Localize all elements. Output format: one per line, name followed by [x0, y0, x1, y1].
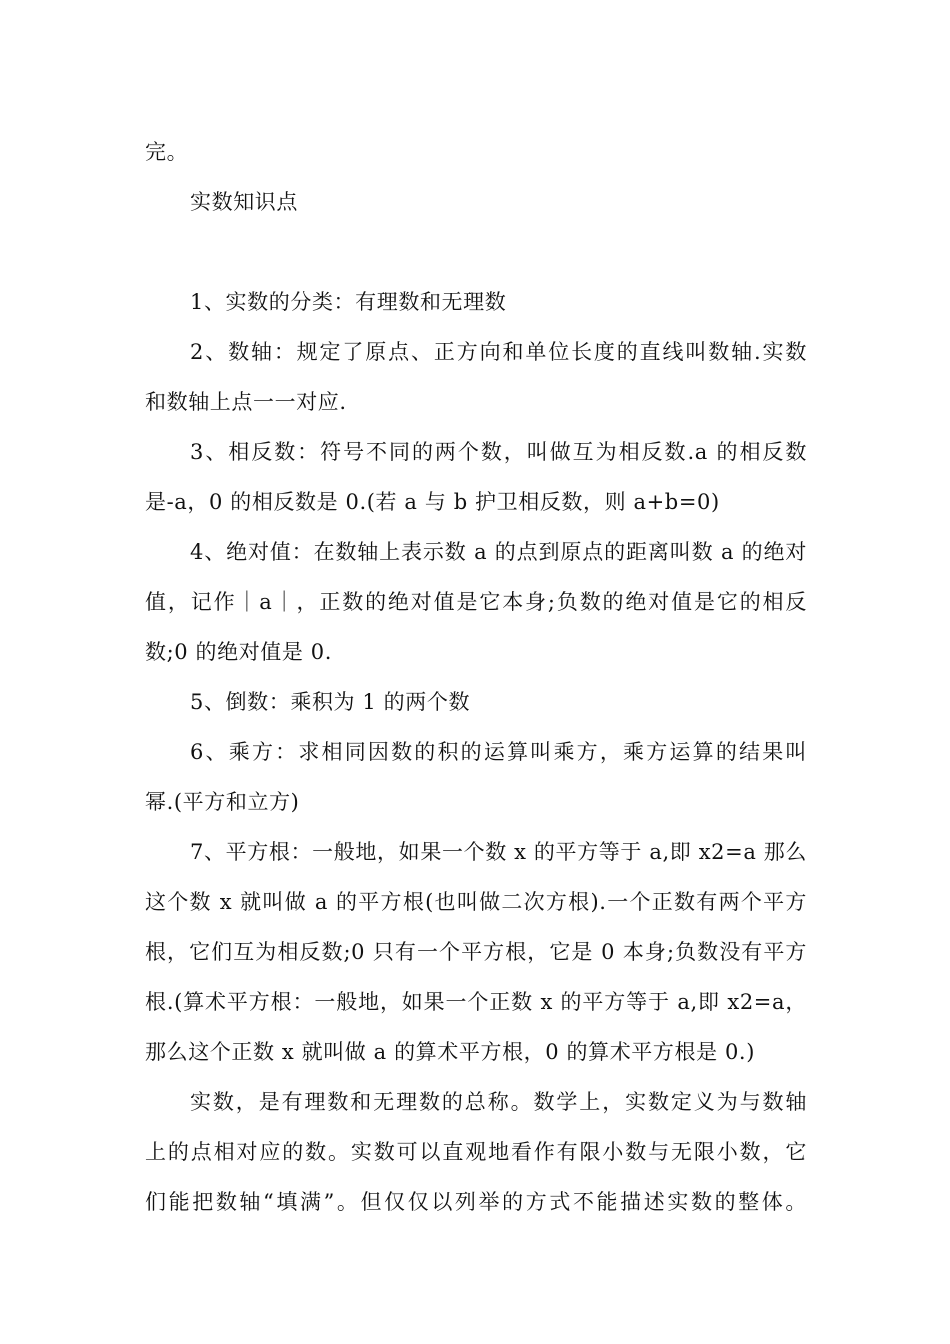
text-line: 幂.(平方和立方) [145, 790, 300, 814]
text-line: 4、绝对值：在数轴上表示数 a 的点到原点的距离叫数 a 的绝对 [190, 540, 807, 564]
text-line: 这个数 x 就叫做 a 的平方根(也叫做二次方根).一个正数有两个平方 [145, 890, 807, 914]
text-line: 5、倒数：乘积为 1 的两个数 [190, 690, 471, 714]
text-line: 们能把数轴“填满”。但仅仅以列举的方式不能描述实数的整体。 [145, 1190, 807, 1214]
text-line: 7、平方根：一般地，如果一个数 x 的平方等于 a,即 x2=a 那么 [190, 840, 807, 864]
section-heading: 实数知识点 [190, 190, 298, 214]
text-line: 2、数轴：规定了原点、正方向和单位长度的直线叫数轴.实数 [190, 340, 807, 364]
text-line: 那么这个正数 x 就叫做 a 的算术平方根，0 的算术平方根是 0.) [145, 1040, 756, 1064]
text-line: 1、实数的分类：有理数和无理数 [190, 290, 507, 314]
text-line: 完。 [145, 140, 189, 164]
text-line: 实数，是有理数和无理数的总称。数学上，实数定义为与数轴 [190, 1090, 807, 1114]
text-line: 是-a，0 的相反数是 0.(若 a 与 b 护卫相反数，则 a+b=0) [145, 490, 720, 514]
text-line: 和数轴上点一一对应. [145, 390, 347, 414]
text-line: 3、相反数：符号不同的两个数，叫做互为相反数.a 的相反数 [190, 440, 807, 464]
text-line: 上的点相对应的数。实数可以直观地看作有限小数与无限小数，它 [145, 1140, 807, 1164]
text-line: 根，它们互为相反数;0 只有一个平方根，它是 0 本身;负数没有平方 [145, 940, 807, 964]
text-line: 数;0 的绝对值是 0. [145, 640, 333, 664]
text-line: 6、乘方：求相同因数的积的运算叫乘方，乘方运算的结果叫 [190, 740, 807, 764]
text-line: 值，记作｜a｜，正数的绝对值是它本身;负数的绝对值是它的相反 [145, 590, 807, 614]
text-line: 根.(算术平方根：一般地，如果一个正数 x 的平方等于 a,即 x2=a， [145, 990, 807, 1014]
